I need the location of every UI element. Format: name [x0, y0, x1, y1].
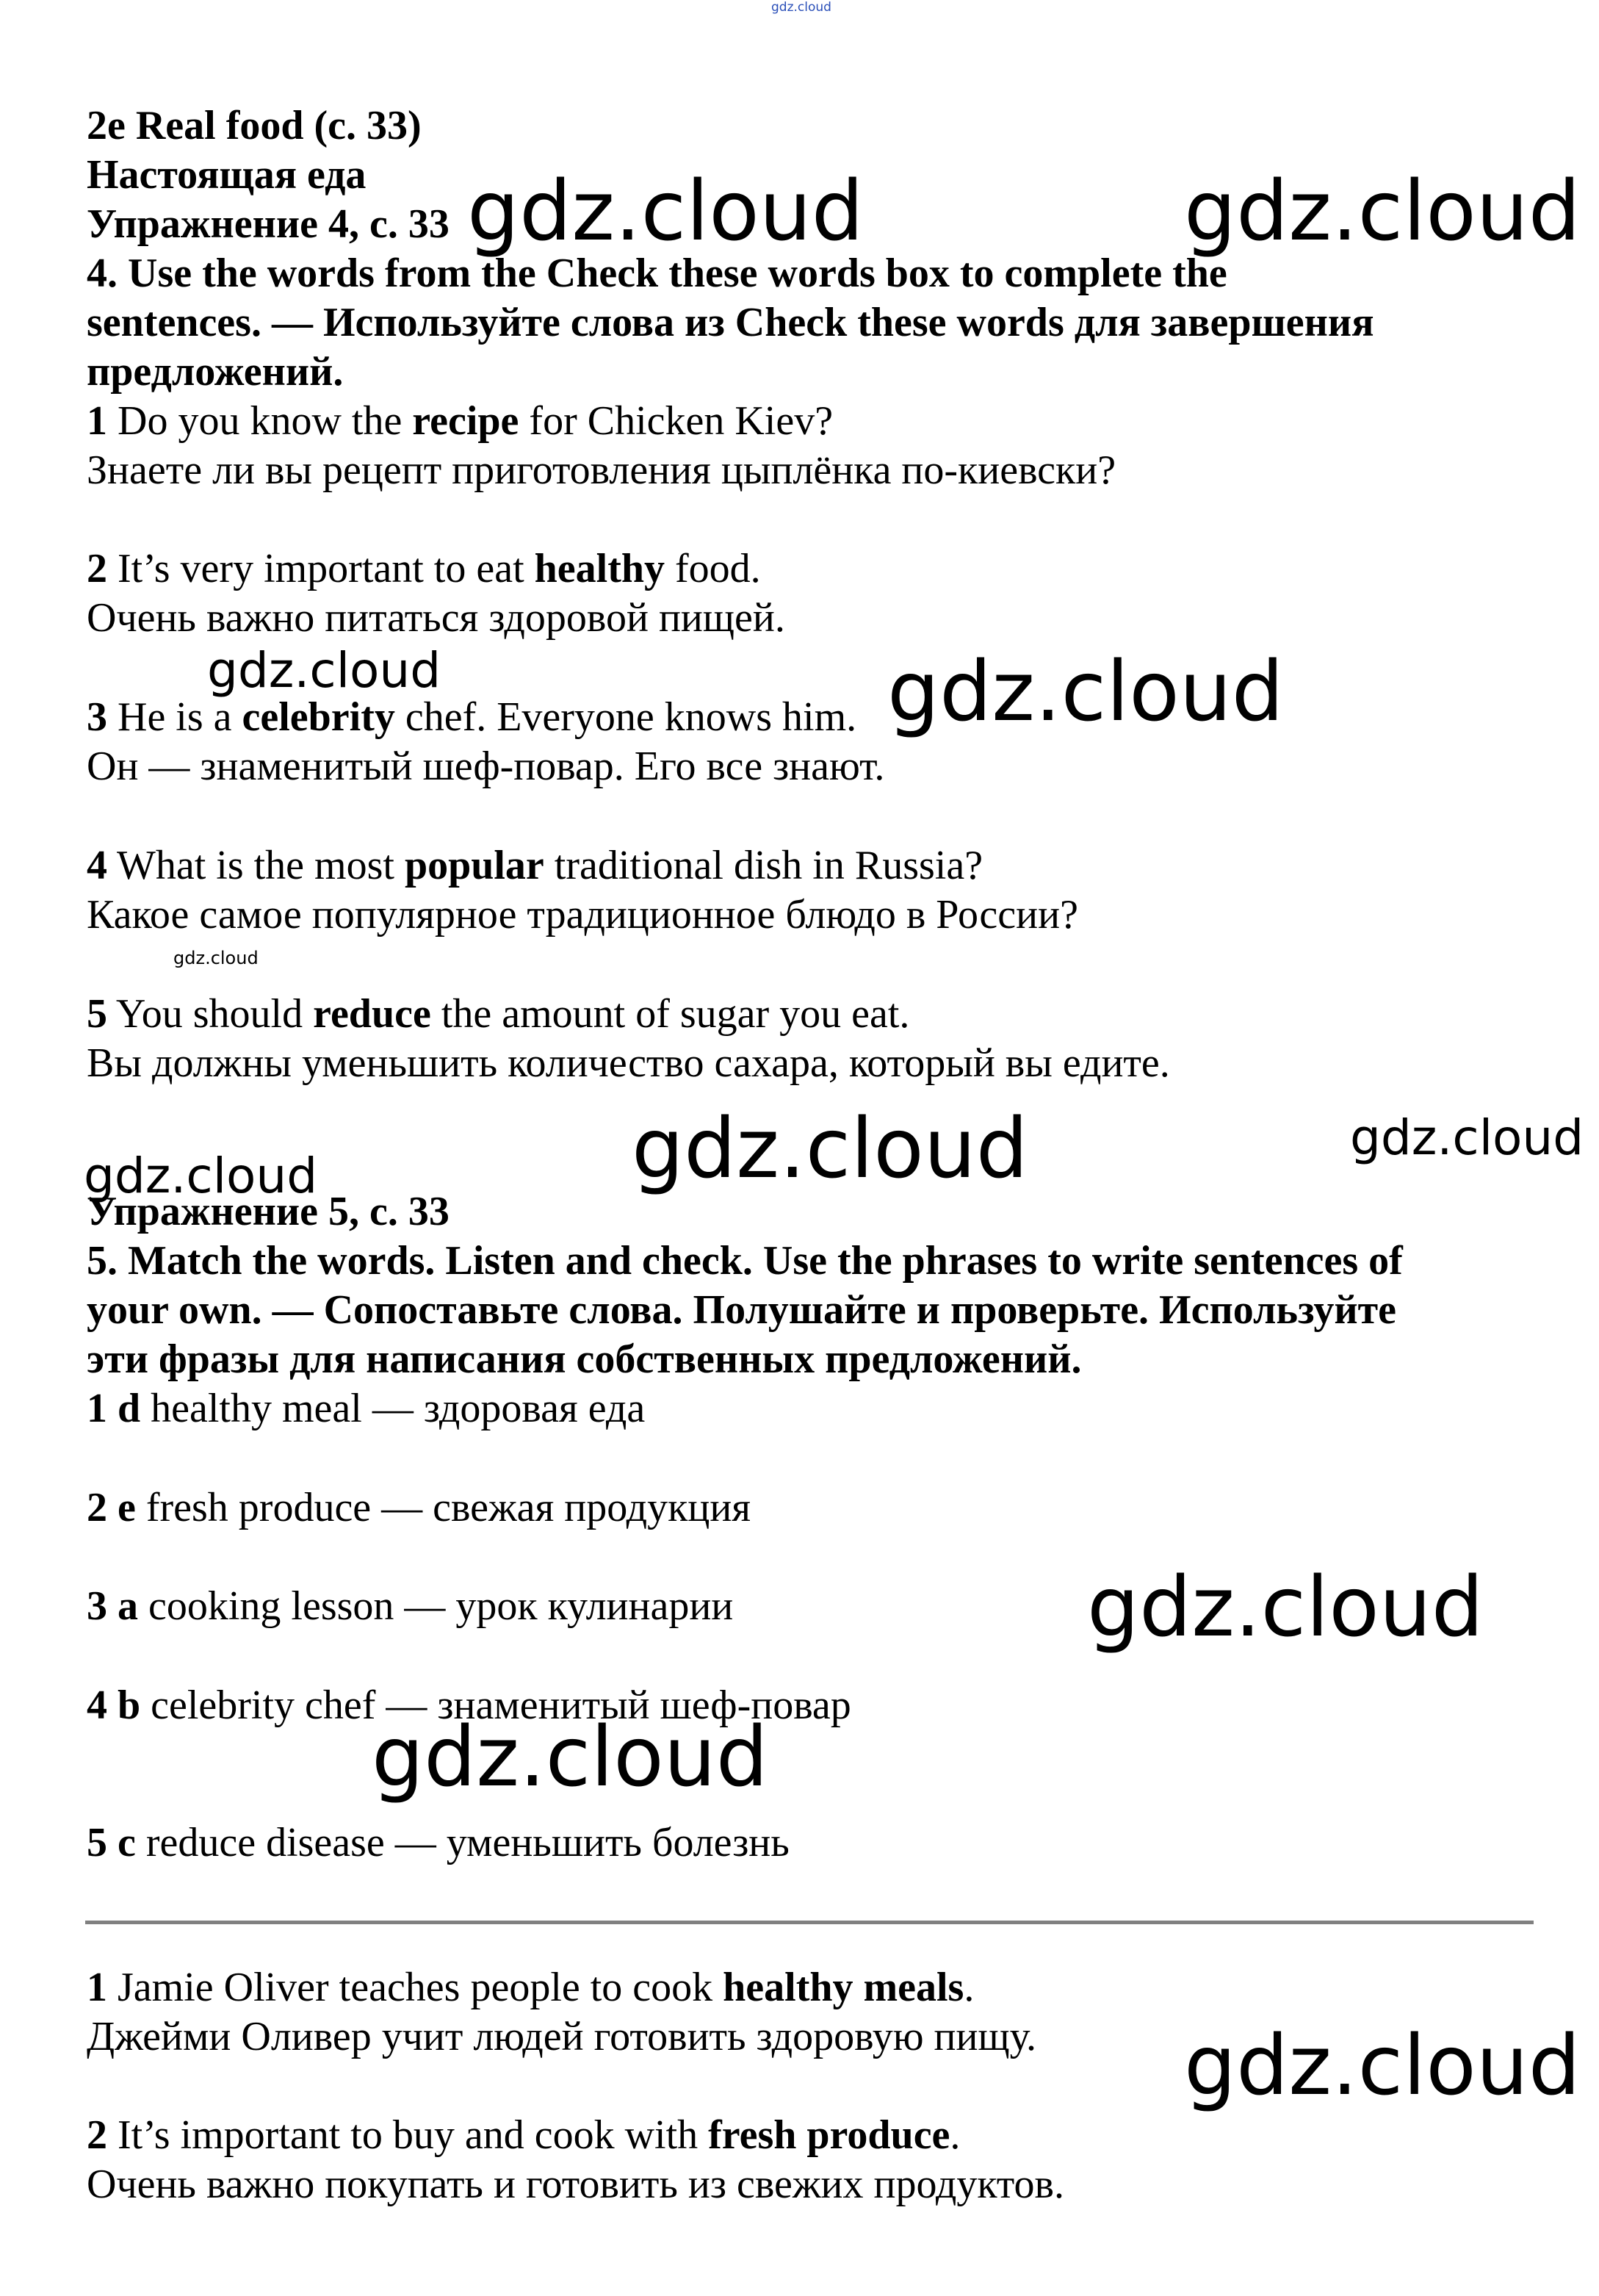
page-title: 2e Real food (с. 33) [87, 103, 422, 148]
match-key: 4 b [87, 1683, 141, 1728]
item-answer-word: reduce [313, 991, 431, 1037]
item-text-pre: He is a [107, 694, 242, 740]
ex4-item-4 [87, 841, 983, 890]
watermark-11: gdz.cloud [1184, 2018, 1581, 2114]
ex4-item-2-translation: Очень важно питаться здоровой пищей. [87, 595, 785, 641]
ex5-sentence-2 [87, 2111, 960, 2159]
ex5-match-3 [87, 1582, 733, 1630]
ex5-match-5 [87, 1818, 790, 1867]
ex5-sentence-1 [87, 1963, 974, 2012]
ex4-item-5-translation: Вы должны уменьшить количество сахара, который вы едите. [87, 1040, 1170, 1086]
item-answer-word: celebrity [242, 694, 395, 740]
sentence-text-pre: Jamie Oliver teaches people to cook [107, 1965, 723, 2010]
ex5-task-line-3: эти фразы для написания собственных предложений. [87, 1336, 1082, 1382]
watermark-9: gdz.cloud [1087, 1560, 1484, 1655]
ex5-sentence-1-translation: Джейми Оливер учит людей готовить здоровую пищу. [87, 2014, 1036, 2059]
sentence-number: 1 [87, 1965, 107, 2010]
ex4-task-line-2: sentences. — Используйте слова из Check these words для завершения [87, 300, 1374, 345]
sentence-text-post: . [964, 1965, 975, 2010]
watermark-2: gdz.cloud [1184, 164, 1581, 259]
item-number: 4 [87, 843, 107, 888]
item-answer-word: popular [404, 843, 544, 888]
section-divider [85, 1921, 1534, 1924]
ex5-task-line-2: your own. — Сопоставьте слова. Полушайте и проверьте. Используйте [87, 1287, 1396, 1333]
item-text-pre: Do you know the [107, 398, 413, 444]
match-text: fresh produce — свежая продукция [135, 1485, 751, 1530]
item-answer-word: healthy [534, 546, 665, 591]
item-text-pre: What is the most [107, 843, 405, 888]
match-text: healthy meal — здоровая еда [140, 1386, 646, 1431]
item-text-post: traditional dish in Russia? [544, 843, 983, 888]
ex4-item-3-translation: Он — знаменитый шеф-повар. Его все знают. [87, 744, 885, 789]
ex4-item-4-translation: Какое самое популярное традиционное блюдо в России? [87, 892, 1078, 938]
watermark-10: gdz.cloud [372, 1710, 768, 1805]
sentence-phrase: healthy meals [723, 1965, 964, 2010]
item-text-post: food. [665, 546, 761, 591]
item-text-pre: It’s very important to eat [107, 546, 535, 591]
ex5-heading: Упражнение 5, с. 33 [87, 1189, 450, 1234]
watermark-1: gdz.cloud [467, 164, 864, 259]
ex4-item-1 [87, 397, 833, 445]
item-answer-word: recipe [412, 398, 519, 444]
watermark-5: gdz.cloud [173, 948, 259, 968]
ex5-match-1 [87, 1384, 645, 1433]
watermark-8: gdz.cloud [84, 1148, 318, 1204]
match-text: reduce disease — уменьшить болезнь [135, 1820, 790, 1865]
ex4-item-2 [87, 544, 761, 593]
item-number: 1 [87, 398, 107, 444]
match-key: 2 e [87, 1485, 136, 1530]
sentence-number: 2 [87, 2112, 107, 2158]
ex4-item-1-translation: Знаете ли вы рецепт приготовления цыплёнка по-киевски? [87, 447, 1116, 493]
item-text-post: for Chicken Kiev? [519, 398, 834, 444]
watermark-6: gdz.cloud [632, 1101, 1028, 1197]
sentence-text-post: . [950, 2112, 961, 2158]
ex4-item-3 [87, 693, 856, 741]
sentence-phrase: fresh produce [708, 2112, 950, 2158]
watermark-3: gdz.cloud [207, 642, 441, 699]
item-number: 2 [87, 546, 107, 591]
ex4-task-line-1: 4. Use the words from the Check these words box to complete the [87, 251, 1227, 296]
match-text: cooking lesson — урок кулинарии [138, 1583, 734, 1629]
watermark-7: gdz.cloud [1350, 1109, 1584, 1166]
match-text: celebrity chef — знаменитый шеф-повар [140, 1683, 851, 1728]
sentence-text-pre: It’s important to buy and cook with [107, 2112, 709, 2158]
ex4-heading: Упражнение 4, с. 33 [87, 201, 450, 247]
item-text-post: the amount of sugar you eat. [430, 991, 910, 1037]
ex4-task-line-3: предложений. [87, 349, 344, 395]
ex5-sentence-2-translation: Очень важно покупать и готовить из свежих продуктов. [87, 2162, 1064, 2207]
match-key: 5 c [87, 1820, 136, 1865]
ex5-match-2 [87, 1483, 751, 1532]
watermark-4: gdz.cloud [887, 644, 1284, 740]
item-text-pre: You should [107, 991, 314, 1037]
page-subtitle: Настоящая еда [87, 152, 367, 198]
item-number: 5 [87, 991, 107, 1037]
ex5-task-line-1: 5. Match the words. Listen and check. Use the phrases to write sentences of [87, 1238, 1403, 1284]
watermark-top: gdz.cloud [771, 0, 831, 15]
match-key: 1 d [87, 1386, 141, 1431]
item-text-post: chef. Everyone knows him. [394, 694, 857, 740]
match-key: 3 a [87, 1583, 138, 1629]
item-number: 3 [87, 694, 107, 740]
ex4-item-5 [87, 990, 909, 1038]
